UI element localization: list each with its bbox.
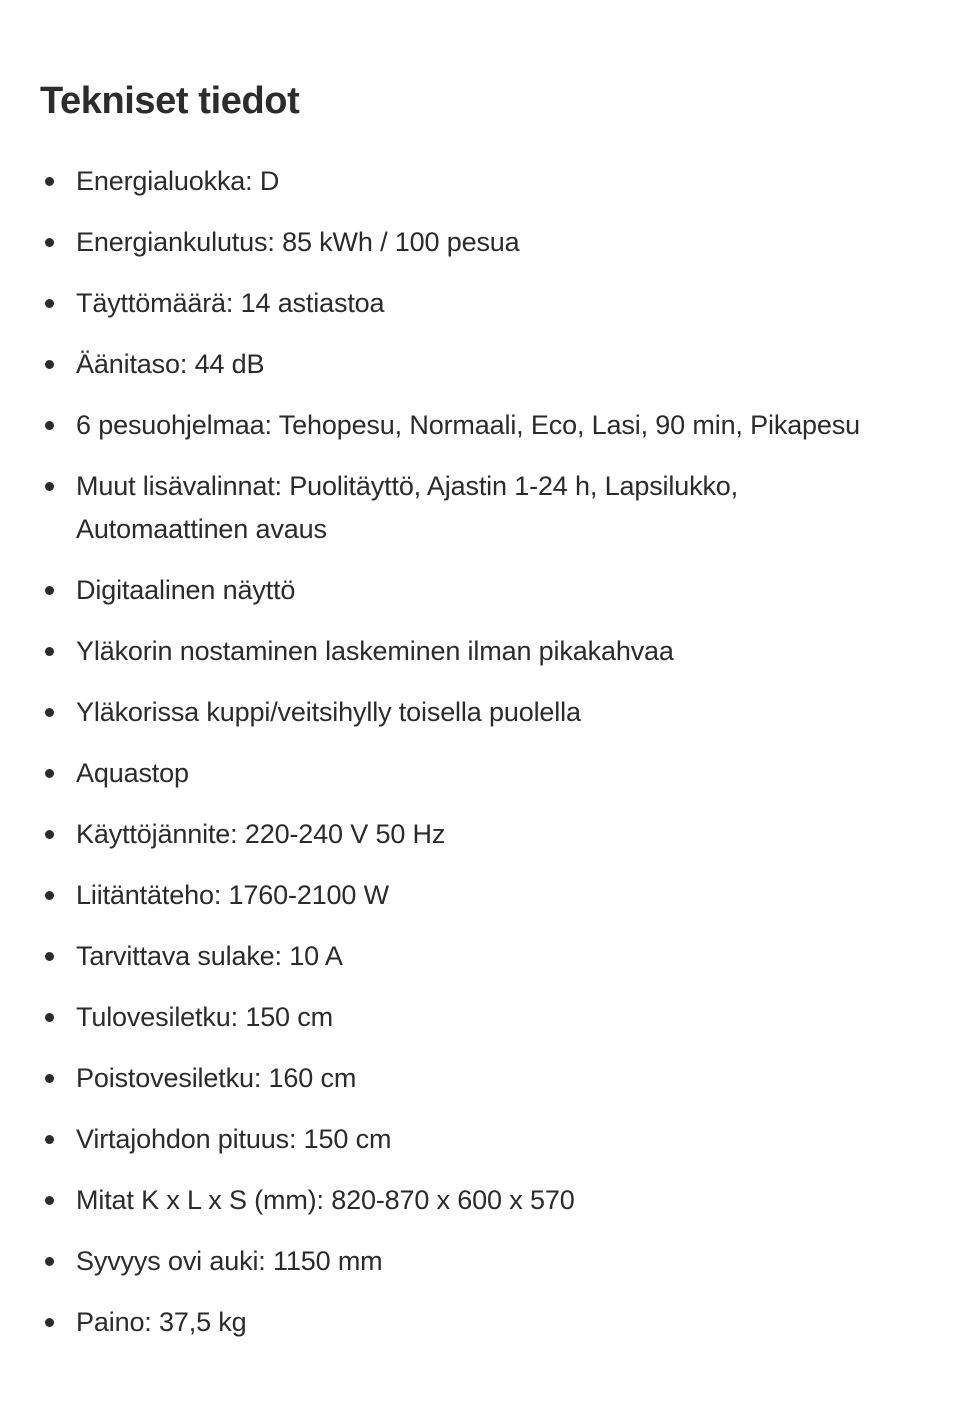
list-item [40,813,880,856]
specifications-list [40,160,880,1344]
bullet-point-icon [45,1318,54,1327]
list-item [40,404,880,447]
bullet-point-icon [45,1257,54,1266]
list-item-label: 6 pesuohjelmaa: Tehopesu, Normaali, Eco, Lasi, 90 min, Pikapesu [76,410,861,440]
list-item [40,221,880,264]
list-item [40,752,880,795]
list-item-label: Aquastop [76,758,189,788]
list-item [40,996,880,1039]
list-item [40,1301,880,1344]
list-item-label: Tarvittava sulake: 10 A [76,941,343,971]
list-item-label: Täyttömäärä: 14 astiastoa [76,288,385,318]
list-item [40,1179,880,1222]
list-item-label: Mitat K x L x S (mm): 820-870 x 600 x 570 [76,1185,575,1215]
bullet-point-icon [45,421,54,430]
bullet-point-icon [45,952,54,961]
list-item [40,282,880,325]
list-item-label: Liitäntäteho: 1760-2100 W [76,880,389,910]
list-item [40,1057,880,1100]
list-item [40,1118,880,1161]
list-item [40,935,880,978]
bullet-point-icon [45,360,54,369]
list-item [40,160,880,203]
bullet-point-icon [45,891,54,900]
list-item-label: Virtajohdon pituus: 150 cm [76,1124,392,1154]
list-item [40,630,880,673]
list-item-label: Paino: 37,5 kg [76,1307,247,1337]
list-item-label: Tulovesiletku: 150 cm [76,1002,333,1032]
list-item-label: Yläkorin nostaminen laskeminen ilman pikakahvaa [76,636,674,666]
bullet-point-icon [45,647,54,656]
bullet-point-icon [45,1135,54,1144]
list-item-label: Muut lisävalinnat: Puolitäyttö, Ajastin 1-24 h, Lapsilukko, Automaattinen avaus [76,471,739,544]
list-item-label: Käyttöjännite: 220-240 V 50 Hz [76,819,446,849]
list-item-label: Äänitaso: 44 dB [76,349,265,379]
bullet-point-icon [45,1013,54,1022]
bullet-point-icon [45,299,54,308]
list-item [40,465,880,551]
page-title: Tekniset tiedot [40,80,300,122]
list-item [40,343,880,386]
bullet-point-icon [45,830,54,839]
list-item-label: Yläkorissa kuppi/veitsihylly toisella puolella [76,697,581,727]
bullet-point-icon [45,177,54,186]
list-item-label: Poistovesiletku: 160 cm [76,1063,357,1093]
bullet-point-icon [45,482,54,491]
list-item-label: Energiankulutus: 85 kWh / 100 pesua [76,227,520,257]
bullet-point-icon [45,708,54,717]
list-item-label: Digitaalinen näyttö [76,575,296,605]
list-item-label: Energialuokka: D [76,166,280,196]
bullet-point-icon [45,1074,54,1083]
list-item [40,1240,880,1283]
list-item [40,874,880,917]
list-item-label: Syvyys ovi auki: 1150 mm [76,1246,383,1276]
list-item [40,569,880,612]
list-item [40,691,880,734]
bullet-point-icon [45,586,54,595]
bullet-point-icon [45,238,54,247]
bullet-point-icon [45,769,54,778]
bullet-point-icon [45,1196,54,1205]
